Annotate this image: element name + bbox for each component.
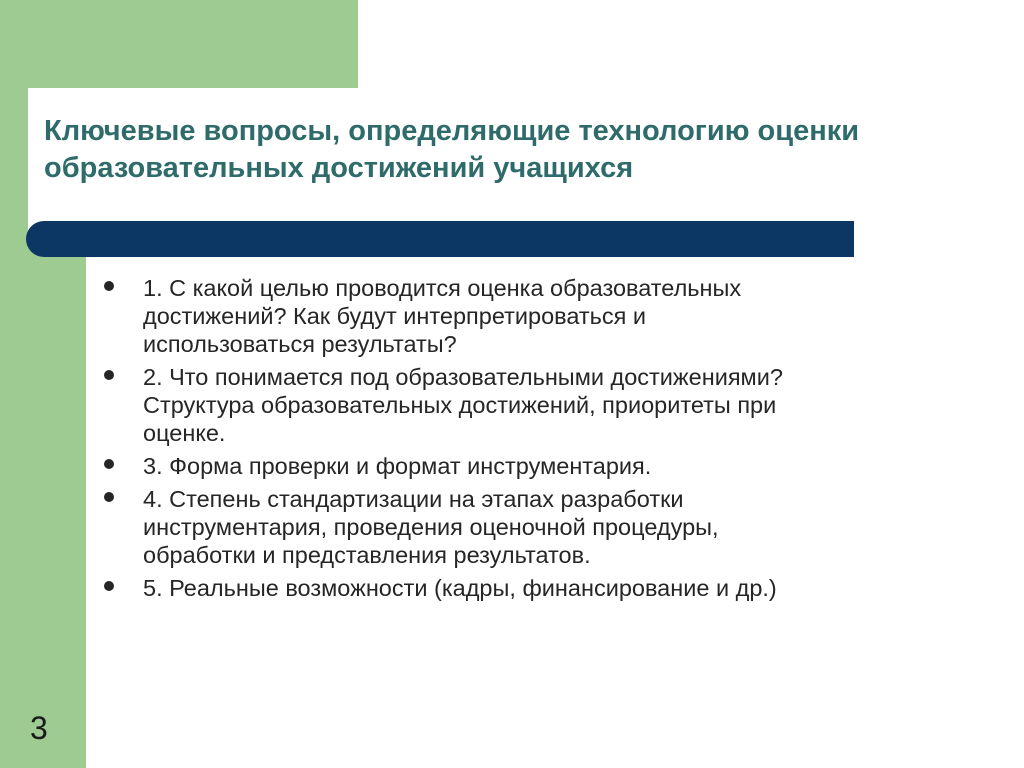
bullet-text: [143, 274, 1000, 358]
bullet-dot-icon: [104, 581, 114, 591]
bullet-dot-icon: [104, 492, 114, 502]
bullet-text: [143, 452, 1000, 480]
bullet-line: оценке.: [143, 420, 226, 446]
slide-title-line-2: образовательных достижений учащихся: [44, 152, 634, 184]
bullet-item-4: [100, 485, 1000, 569]
bullet-item-2: [100, 363, 1000, 447]
bullet-item-1: [100, 274, 1000, 358]
bullet-line: 2. Что понимается под образовательными достижениями?: [143, 364, 783, 390]
bullet-text: [143, 485, 1000, 569]
bullet-line: Структура образовательных достижений, приоритеты при: [143, 392, 777, 418]
bullet-line: обработки и представления результатов.: [143, 542, 591, 568]
bullet-line: 1. С какой целью проводится оценка образовательных: [143, 275, 742, 301]
bullet-dot-icon: [104, 281, 114, 291]
bullet-line: 4. Степень стандартизации на этапах разработки: [143, 486, 684, 512]
slide-number: 3: [30, 710, 48, 746]
slide-title-line-1: Ключевые вопросы, определяющие технологию оценки: [44, 115, 860, 147]
green-top-block: [0, 0, 358, 88]
bullet-line: использоваться результаты?: [143, 331, 457, 357]
bullet-line: достижений? Как будут интерпретироваться и: [143, 303, 647, 329]
bullet-item-5: [100, 574, 1000, 602]
bullet-text: [143, 363, 1000, 447]
bullet-dot-icon: [104, 370, 114, 380]
bullet-line: 5. Реальные возможности (кадры, финансирование и др.): [143, 575, 777, 601]
bullet-item-3: [100, 452, 1000, 480]
title-underline-bar: [26, 221, 854, 257]
slide-title: [44, 113, 1014, 187]
bullet-line: инструментария, проведения оценочной процедуры,: [143, 514, 719, 540]
bullet-line: 3. Форма проверки и формат инструментария.: [143, 453, 652, 479]
bullet-text: [143, 574, 1000, 602]
bullet-dot-icon: [104, 459, 114, 469]
bullet-list: [100, 274, 1000, 607]
